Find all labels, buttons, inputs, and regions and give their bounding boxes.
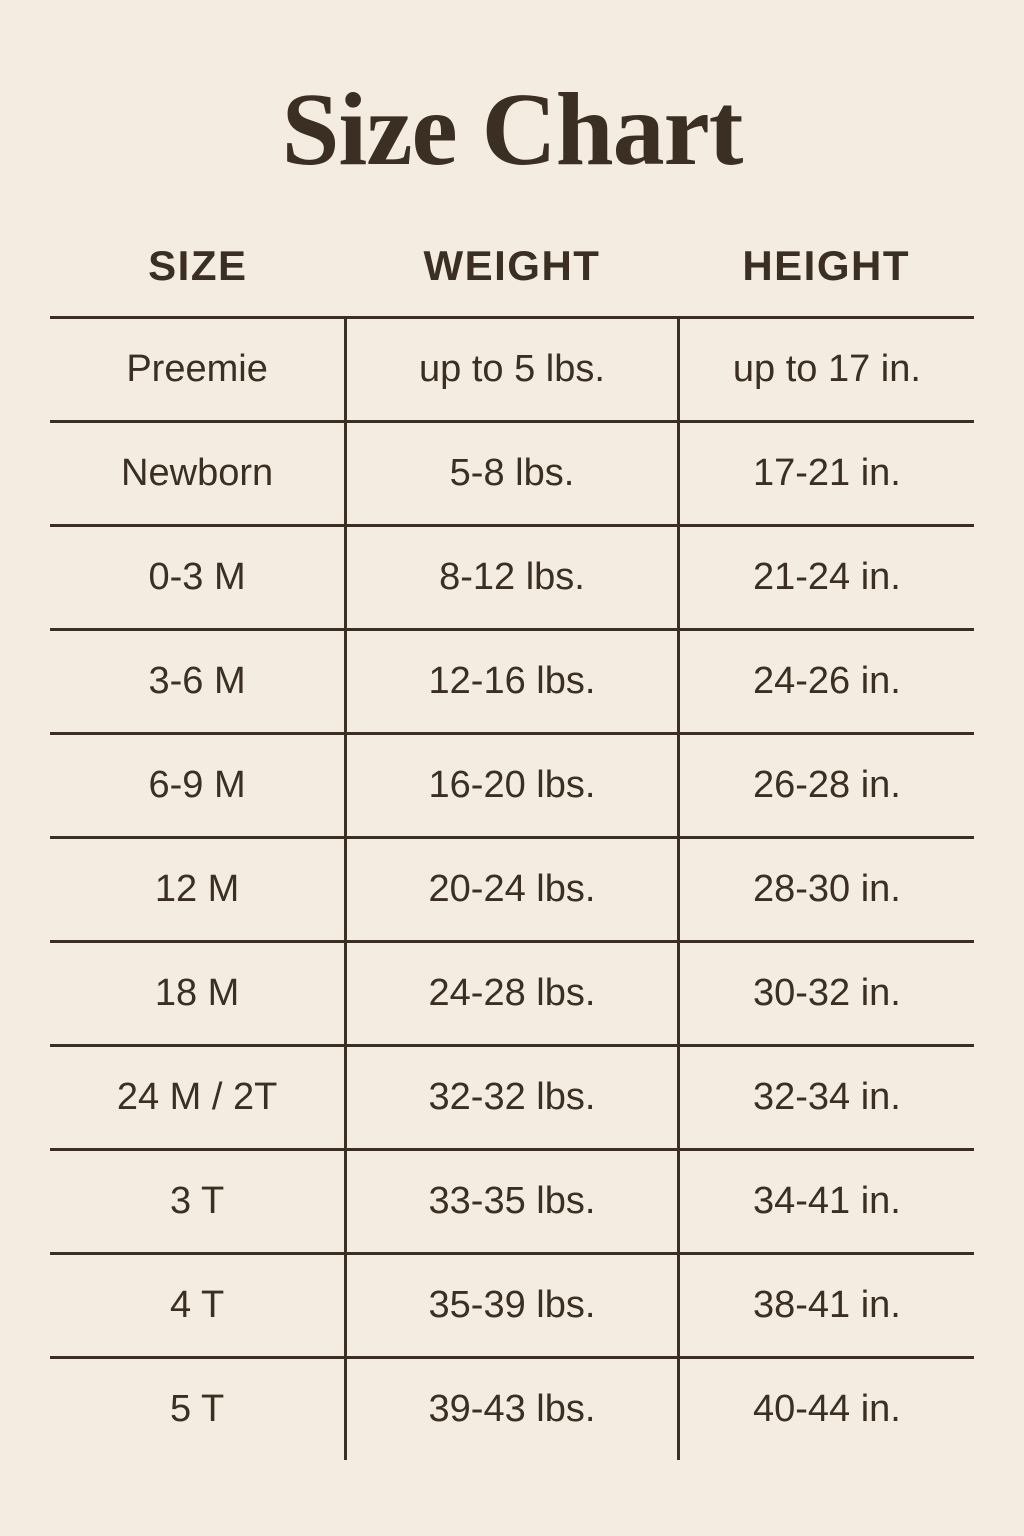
cell-weight: 20-24 lbs. bbox=[346, 838, 679, 942]
cell-height: 26-28 in. bbox=[678, 734, 974, 838]
size-chart-table-wrap bbox=[50, 182, 974, 1460]
cell-size: 0-3 M bbox=[50, 526, 346, 630]
cell-height: 40-44 in. bbox=[752, 1388, 901, 1430]
cell-weight: 35-39 lbs. bbox=[346, 1254, 679, 1358]
table-row bbox=[50, 1046, 974, 1150]
table-header-row bbox=[50, 242, 974, 318]
table-row bbox=[50, 630, 974, 734]
table-row bbox=[50, 318, 974, 422]
cell-weight: 32-32 lbs. bbox=[346, 1046, 679, 1150]
cell-size: 24 M / 2T bbox=[50, 1046, 346, 1150]
table-row bbox=[50, 1358, 974, 1461]
cell-height: 17-21 in. bbox=[678, 422, 974, 526]
column-header-weight: WEIGHT bbox=[423, 242, 601, 289]
cell-size: 6-9 M bbox=[50, 734, 346, 838]
cell-height: 38-41 in. bbox=[678, 1254, 974, 1358]
cell-size: 5 T bbox=[169, 1388, 225, 1430]
cell-height: 34-41 in. bbox=[678, 1150, 974, 1254]
cell-height: 28-30 in. bbox=[678, 838, 974, 942]
cell-size: Newborn bbox=[50, 422, 346, 526]
column-header-height: HEIGHT bbox=[742, 242, 910, 289]
cell-weight: 33-35 lbs. bbox=[346, 1150, 679, 1254]
cell-size: 18 M bbox=[50, 942, 346, 1046]
cell-weight: 39-43 lbs. bbox=[346, 1358, 679, 1461]
cell-size: 3-6 M bbox=[50, 630, 346, 734]
cell-height: 32-34 in. bbox=[678, 1046, 974, 1150]
cell-height: 30-32 in. bbox=[678, 942, 974, 1046]
table-row bbox=[50, 1150, 974, 1254]
table-row bbox=[50, 526, 974, 630]
cell-weight: 12-16 lbs. bbox=[346, 630, 679, 734]
column-header-size: SIZE bbox=[148, 242, 248, 289]
cell-height: 21-24 in. bbox=[678, 526, 974, 630]
cell-height: up to 17 in. bbox=[678, 318, 974, 422]
table-row bbox=[50, 734, 974, 838]
table-row bbox=[50, 1254, 974, 1358]
table-row bbox=[50, 422, 974, 526]
size-chart-table bbox=[50, 242, 974, 1460]
cell-size: Preemie bbox=[50, 318, 346, 422]
cell-height: 24-26 in. bbox=[678, 630, 974, 734]
cell-size: 3 T bbox=[50, 1150, 346, 1254]
cell-weight: 5-8 lbs. bbox=[346, 422, 679, 526]
cell-weight: 24-28 lbs. bbox=[346, 942, 679, 1046]
cell-size: 4 T bbox=[50, 1254, 346, 1358]
table-body bbox=[50, 318, 974, 1461]
cell-size: 12 M bbox=[50, 838, 346, 942]
table-header bbox=[50, 242, 974, 318]
cell-weight: 16-20 lbs. bbox=[346, 734, 679, 838]
cell-weight: up to 5 lbs. bbox=[346, 318, 679, 422]
cell-weight: 8-12 lbs. bbox=[346, 526, 679, 630]
page-title: Size Chart bbox=[281, 72, 743, 187]
table-row bbox=[50, 942, 974, 1046]
table-row bbox=[50, 838, 974, 942]
